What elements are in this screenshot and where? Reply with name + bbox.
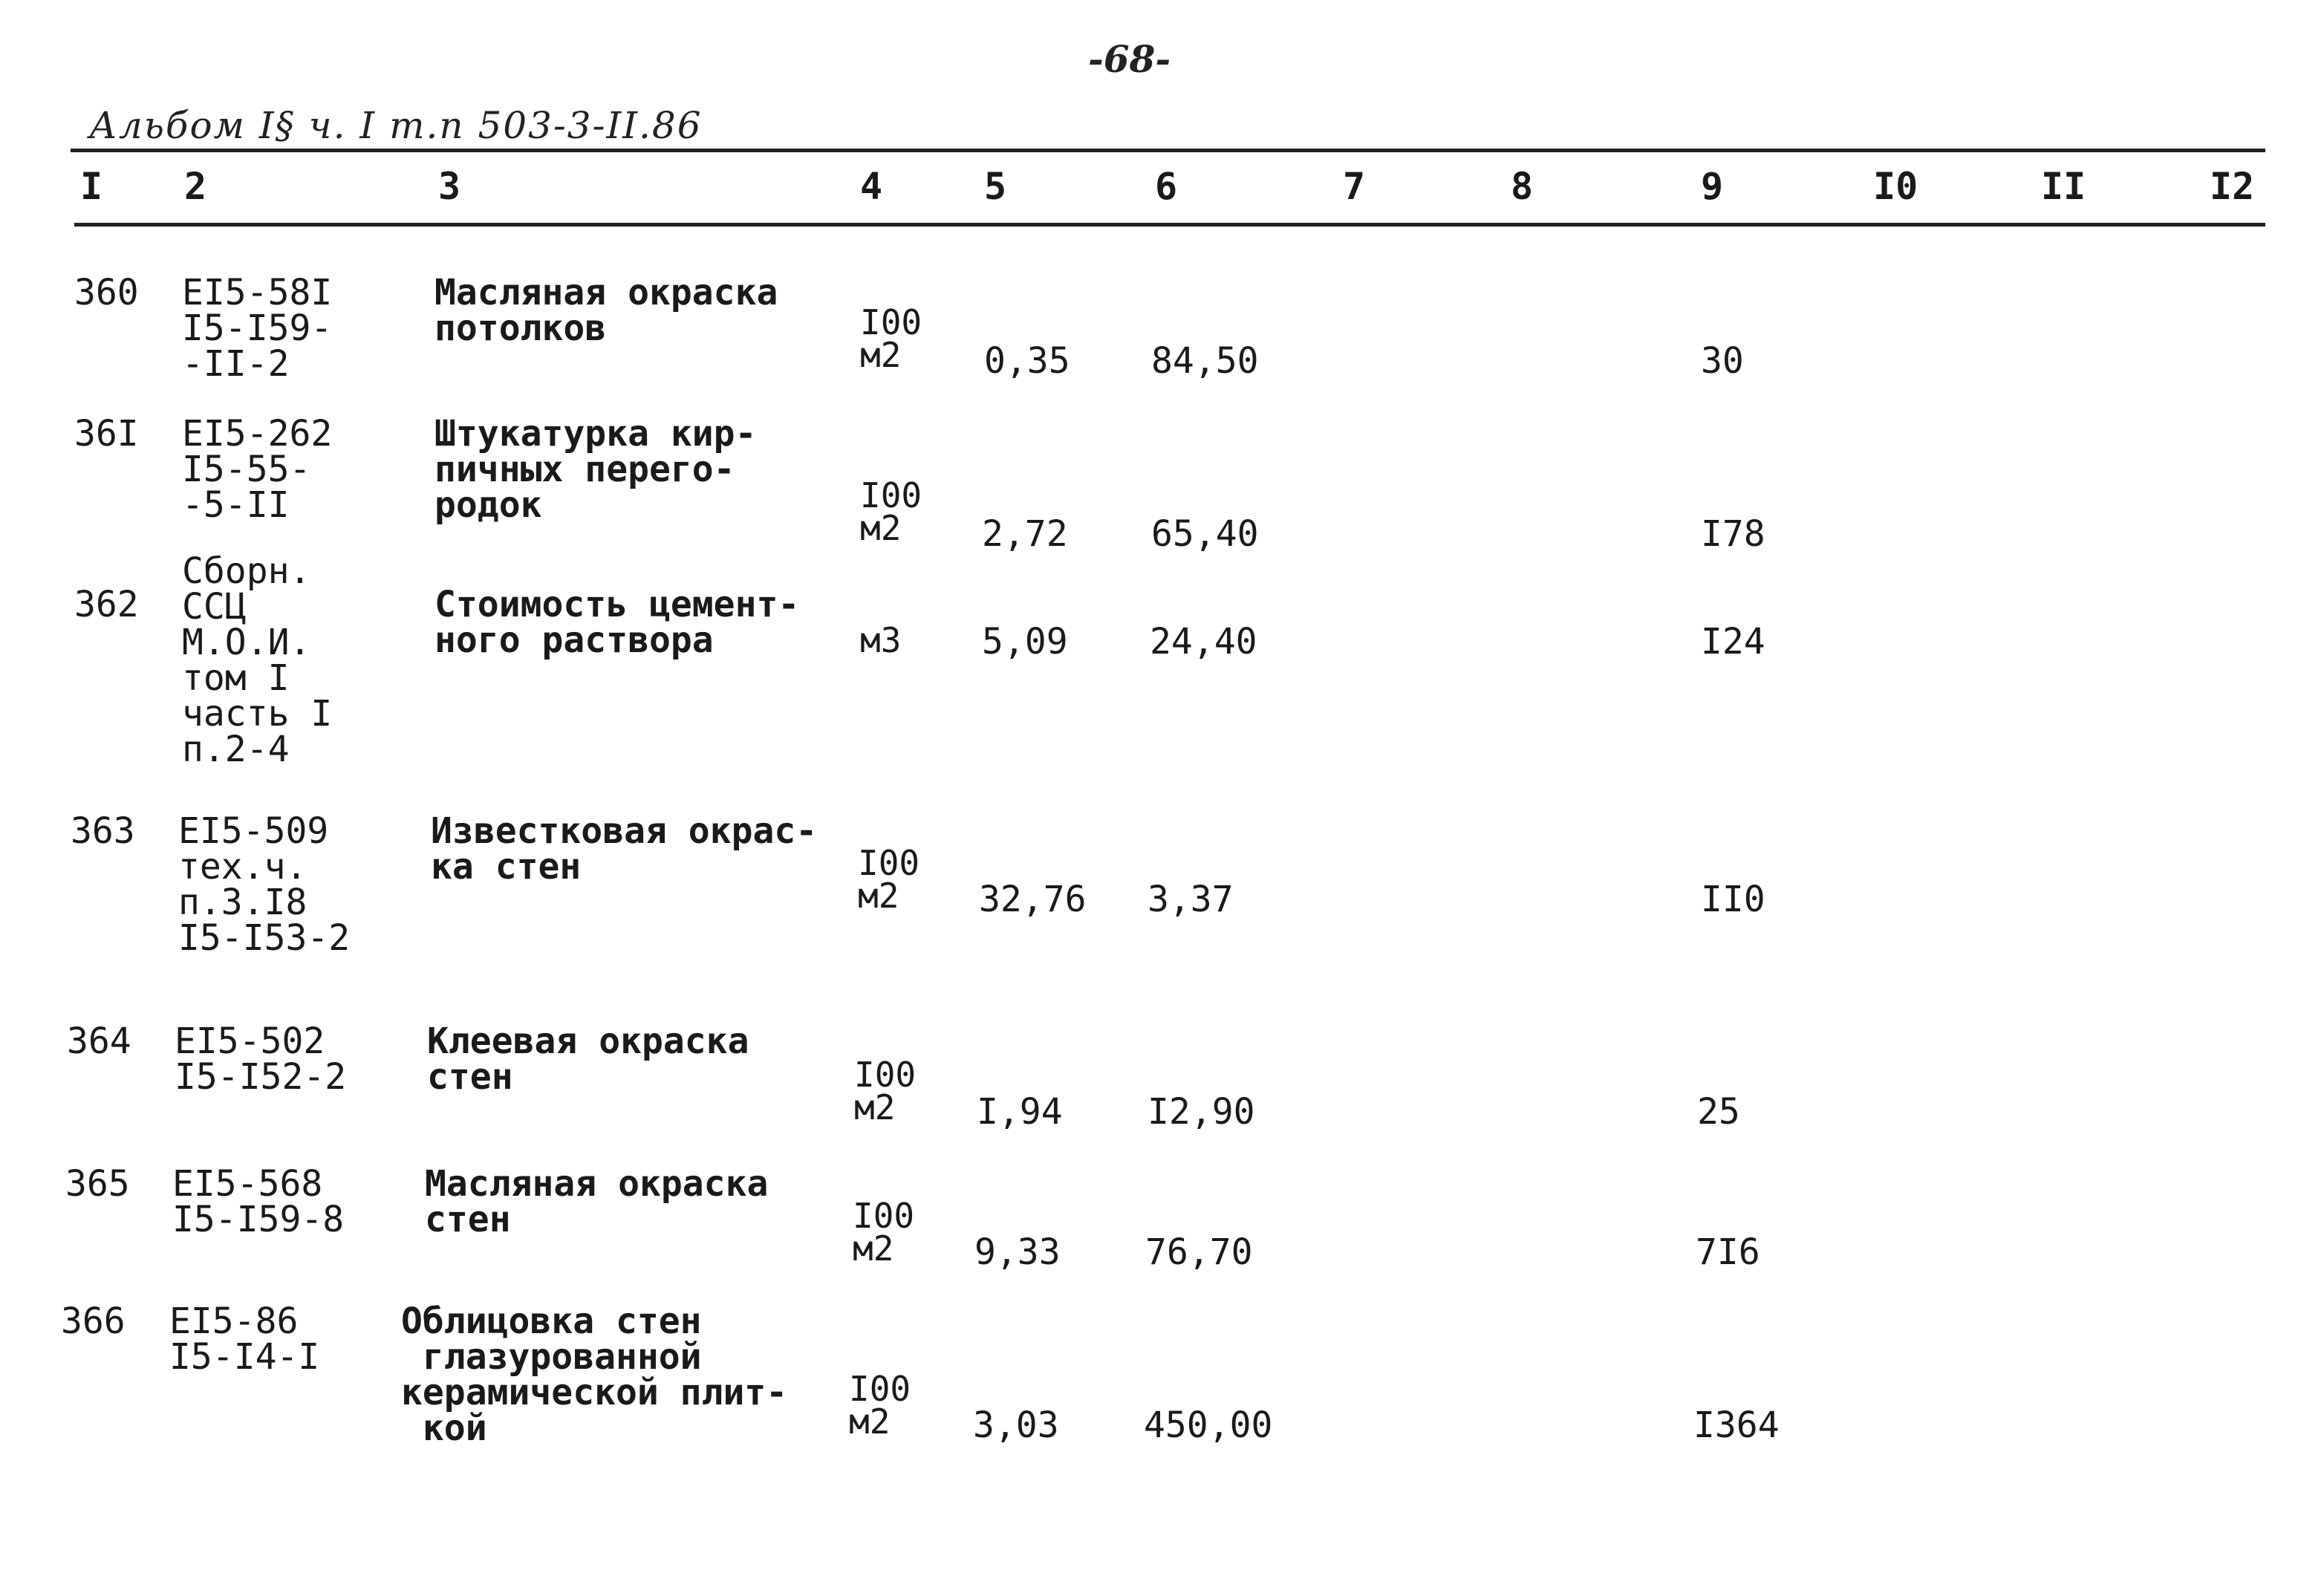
norm-code: EI5-58I I5-I59- -II-2 bbox=[182, 272, 333, 385]
unit: I00 м2 bbox=[860, 475, 922, 548]
total-value: I24 bbox=[1701, 621, 1765, 662]
header-rule-top bbox=[71, 149, 2265, 152]
row-number: 366 bbox=[61, 1300, 126, 1342]
column-header-7: 7 bbox=[1343, 165, 1366, 208]
column-header-2: 2 bbox=[184, 165, 207, 208]
quantity: 32,76 bbox=[979, 879, 1087, 920]
work-description: Известковая окрас- ка стен bbox=[431, 810, 818, 888]
column-header-4: 4 bbox=[860, 165, 883, 208]
column-header-6: 6 bbox=[1155, 165, 1178, 208]
page-number: -68- bbox=[1088, 37, 1171, 81]
quantity: 5,09 bbox=[982, 621, 1068, 662]
unit-price: 3,37 bbox=[1148, 879, 1234, 920]
norm-code: EI5-509 тех.ч. п.3.I8 I5-I53-2 bbox=[178, 810, 351, 959]
unit-price: 24,40 bbox=[1150, 621, 1257, 662]
work-description: Штукатурка кир- пичных перего- родок bbox=[434, 413, 757, 526]
work-description: Масляная окраска потолков bbox=[434, 272, 778, 349]
unit-price: 76,70 bbox=[1145, 1231, 1253, 1273]
row-number: 365 bbox=[65, 1163, 130, 1205]
total-value: 25 bbox=[1697, 1091, 1740, 1133]
norm-code: EI5-262 I5-55- -5-II bbox=[182, 413, 333, 526]
unit: I00 м2 bbox=[860, 302, 922, 375]
quantity: 3,03 bbox=[973, 1404, 1059, 1446]
quantity: 0,35 bbox=[984, 340, 1070, 382]
unit-price: 450,00 bbox=[1144, 1404, 1273, 1446]
album-reference: Альбом I§ ч. I т.п 503-3-II.86 bbox=[89, 104, 703, 147]
column-header-12: I2 bbox=[2210, 165, 2255, 208]
total-value: 7I6 bbox=[1696, 1231, 1760, 1273]
norm-code: EI5-502 I5-I52-2 bbox=[175, 1020, 347, 1098]
unit: I00 м2 bbox=[854, 1055, 917, 1127]
unit: I00 м2 bbox=[849, 1369, 911, 1442]
column-header-5: 5 bbox=[984, 165, 1007, 208]
work-description: Стоимость цемент- ного раствора bbox=[434, 584, 800, 661]
row-number: 364 bbox=[67, 1020, 131, 1062]
unit: I00 м2 bbox=[853, 1196, 915, 1269]
column-header-10: I0 bbox=[1873, 165, 1918, 208]
work-description: Масляная окраска стен bbox=[425, 1163, 769, 1240]
total-value: I78 bbox=[1701, 513, 1765, 555]
unit-price: 65,40 bbox=[1151, 513, 1259, 555]
unit-price: I2,90 bbox=[1148, 1091, 1255, 1133]
work-description: Облицовка стен глазурованной керамической плит- кой bbox=[401, 1300, 788, 1449]
norm-code: EI5-568 I5-I59-8 bbox=[172, 1163, 345, 1240]
unit: I00 м2 bbox=[858, 843, 920, 916]
row-number: 36I bbox=[74, 413, 139, 455]
column-header-9: 9 bbox=[1701, 165, 1724, 208]
column-header-11: II bbox=[2041, 165, 2086, 208]
unit: м3 bbox=[860, 620, 902, 660]
column-header-3: 3 bbox=[438, 165, 461, 208]
column-header-8: 8 bbox=[1511, 165, 1534, 208]
column-header-1: I bbox=[80, 165, 103, 208]
quantity: I,94 bbox=[977, 1091, 1063, 1133]
work-description: Клеевая окраска стен bbox=[427, 1020, 749, 1098]
row-number: 360 bbox=[74, 272, 139, 313]
total-value: I364 bbox=[1693, 1404, 1780, 1446]
row-number: 362 bbox=[74, 584, 139, 625]
total-value: II0 bbox=[1701, 879, 1765, 920]
norm-code: Сборн. ССЦ М.О.И. том I часть I п.2-4 bbox=[182, 550, 333, 770]
quantity: 2,72 bbox=[982, 513, 1068, 555]
header-rule-bottom bbox=[74, 223, 2265, 227]
total-value: 30 bbox=[1701, 340, 1744, 382]
unit-price: 84,50 bbox=[1151, 340, 1259, 382]
quantity: 9,33 bbox=[974, 1231, 1061, 1273]
norm-code: EI5-86 I5-I4-I bbox=[169, 1300, 320, 1378]
row-number: 363 bbox=[71, 810, 135, 852]
